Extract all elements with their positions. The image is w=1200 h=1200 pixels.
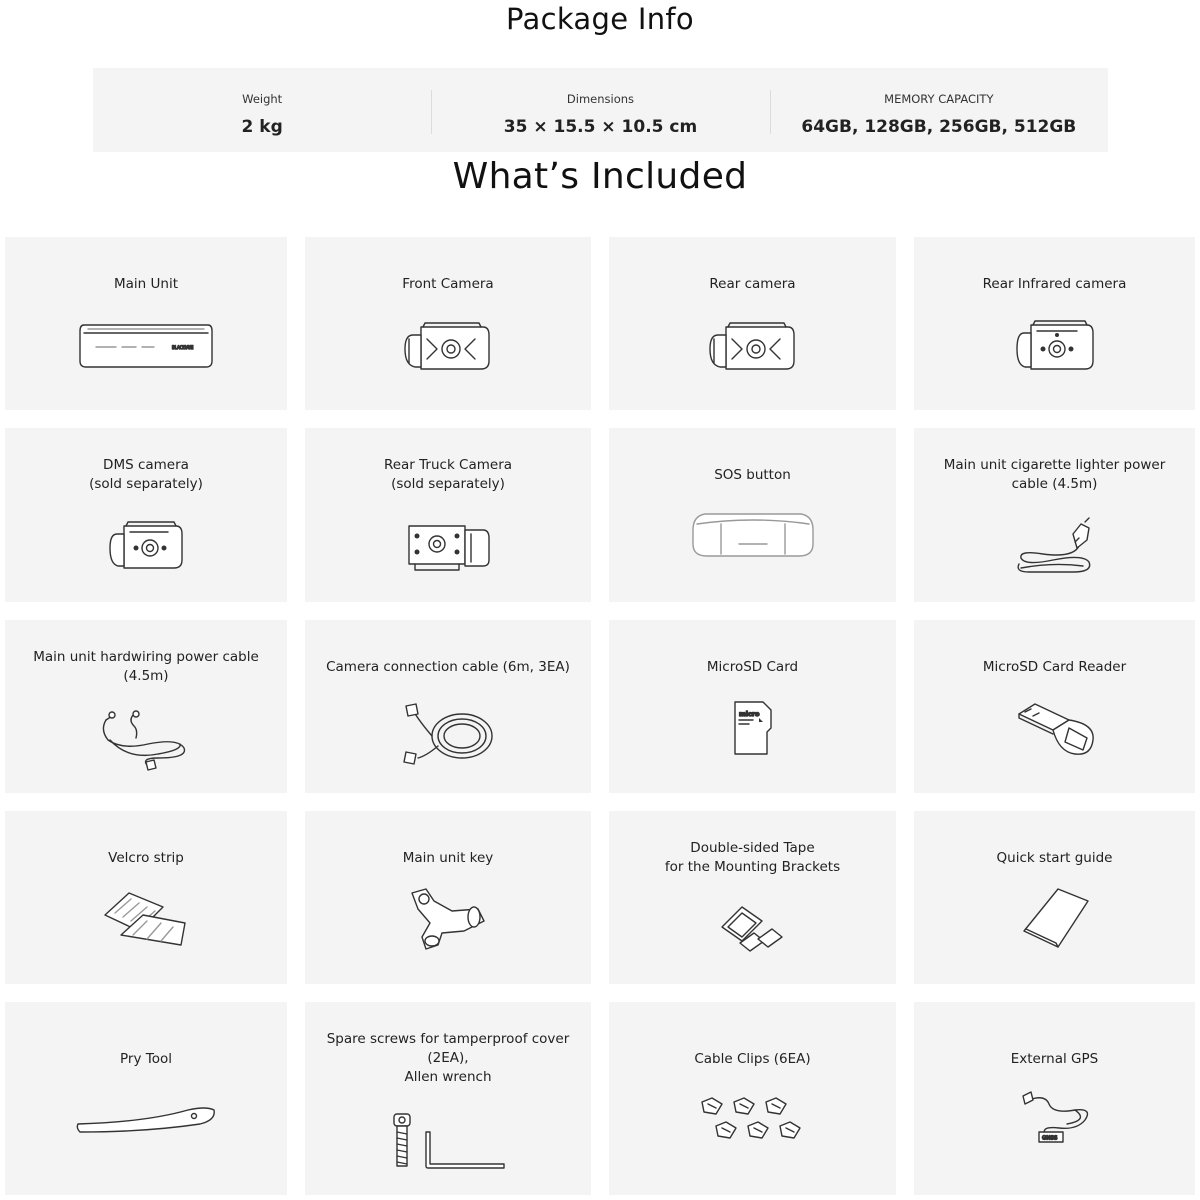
item-label: MicroSD Card Reader (982, 659, 1127, 675)
item-card-velcro-strip (5, 811, 287, 984)
item-card-spare-screws-allen-wrench (305, 1002, 591, 1195)
item-card-cable-clips (609, 1002, 896, 1195)
item-label: Pry Tool (120, 1051, 172, 1067)
item-label: Main unit cigarette lighter power cable (4.5m) (943, 457, 1166, 492)
item-label: Quick start guide (996, 850, 1113, 866)
item-label: Rear camera (709, 276, 796, 292)
screw-wrench-icon (390, 1112, 506, 1170)
item-label: Rear Truck Camera (sold separately) (383, 457, 513, 492)
item-label: Main unit hardwiring power cable (4.5m) (33, 649, 259, 684)
item-card-rear-truck-camera (305, 428, 591, 602)
item-card-rear-camera (609, 237, 896, 410)
spec-value: 35 × 15.5 × 10.5 cm (503, 117, 698, 137)
infrared-camera-icon (1015, 321, 1095, 373)
velcro-strip-icon (103, 891, 189, 947)
dms-camera-icon (108, 522, 184, 572)
item-label: DMS camera (sold separately) (89, 457, 203, 492)
spec-value: 2 kg (241, 117, 283, 137)
spec-label: Weight (242, 92, 283, 106)
item-card-microsd-card (609, 620, 896, 793)
rear-camera-icon (708, 321, 798, 373)
item-card-hardwiring-cable (5, 620, 287, 793)
sos-button-icon (691, 508, 815, 560)
item-card-camera-cable (305, 620, 591, 793)
truck-camera-icon (405, 520, 491, 572)
gps-mark-text: GNSS (1041, 1135, 1057, 1142)
microsd-card-icon (731, 700, 775, 758)
camera-cable-icon (400, 702, 496, 766)
cigarette-cable-icon (1013, 518, 1097, 578)
tape-icon (720, 905, 786, 957)
spec-label: MEMORY CAPACITY (884, 92, 994, 106)
gps-icon (1015, 1090, 1095, 1144)
pry-tool-icon (76, 1106, 216, 1136)
item-card-main-unit-key (305, 811, 591, 984)
item-card-front-camera (305, 237, 591, 410)
spec-value: 64GB, 128GB, 256GB, 512GB (801, 117, 1077, 137)
item-label: MicroSD Card (706, 659, 799, 675)
item-card-main-unit (5, 237, 287, 410)
item-card-sos-button (609, 428, 896, 602)
guide-icon (1020, 887, 1090, 949)
hardwiring-cable-icon (98, 710, 194, 770)
item-label: External GPS (1010, 1051, 1099, 1067)
item-card-external-gps (914, 1002, 1195, 1195)
item-card-pry-tool (5, 1002, 287, 1195)
spec-label: Dimensions (566, 92, 635, 106)
item-label: Cable Clips (6EA) (694, 1051, 811, 1067)
key-icon (408, 887, 488, 951)
item-label: Main unit key (402, 850, 494, 866)
main-unit-brand-text: BLACKVUE (172, 345, 194, 350)
item-card-cigarette-cable (914, 428, 1195, 602)
front-camera-icon (403, 321, 493, 373)
item-card-card-reader (914, 620, 1195, 793)
item-label: Rear Infrared camera (982, 276, 1127, 292)
item-label: Spare screws for tamperproof cover (2EA), Allen wrench (326, 1031, 570, 1085)
package-info-title: Package Info (506, 2, 694, 36)
item-label: Double-sided Tape for the Mounting Brackets (664, 840, 841, 875)
main-unit-icon (76, 321, 216, 371)
item-card-dms-camera (5, 428, 287, 602)
item-card-rear-infrared-camera (914, 237, 1195, 410)
whats-included-title: What’s Included (452, 156, 748, 197)
item-label: Main Unit (114, 276, 178, 292)
card-reader-icon (1013, 700, 1097, 758)
item-card-double-sided-tape (609, 811, 896, 984)
item-label: SOS button (714, 467, 791, 483)
microsd-mark-text: micro (738, 710, 760, 718)
item-card-quick-start-guide (914, 811, 1195, 984)
item-label: Camera connection cable (6m, 3EA) (326, 659, 570, 675)
item-label: Velcro strip (108, 850, 184, 866)
item-label: Front Camera (402, 276, 494, 292)
cable-clips-icon (698, 1096, 808, 1144)
